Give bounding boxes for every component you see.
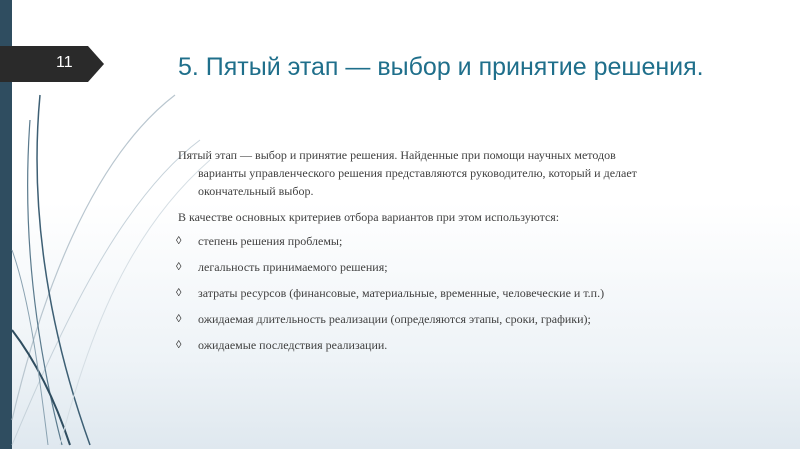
list-item: ◊ легальность принимаемого решения;	[176, 260, 388, 274]
intro-paragraph	[178, 146, 758, 200]
list-item: ◊ степень решения проблемы;	[176, 234, 343, 248]
slide-number: 11	[56, 54, 73, 71]
list-item: ◊ ожидаемые последствия реализации.	[176, 338, 388, 352]
criteria-intro: В качестве основных критериев отбора вариантов при этом используются:	[178, 210, 560, 224]
intro-line-2: варианты управленческого решения представляются руководителю, который и делает	[198, 166, 637, 180]
diamond-outline-icon: ◊	[176, 313, 182, 325]
list-item: ◊ ожидаемая длительность реализации (определяются этапы, сроки, графики);	[176, 312, 591, 326]
badge-shape	[0, 46, 104, 82]
intro-line-3: окончательный выбор.	[198, 184, 314, 198]
intro-line-1: Пятый этап — выбор и принятие решения. Найденные при помощи научных методов	[178, 148, 616, 162]
diamond-outline-icon: ◊	[176, 287, 182, 299]
slide-number-badge	[0, 46, 104, 82]
diamond-outline-icon: ◊	[176, 339, 182, 351]
slide-title: 5. Пятый этап — выбор и принятие решения.	[178, 53, 704, 81]
criteria-list	[178, 233, 758, 363]
slide-body	[178, 146, 758, 363]
diamond-outline-icon: ◊	[176, 235, 182, 247]
diamond-outline-icon: ◊	[176, 261, 182, 273]
list-item: ◊ затраты ресурсов (финансовые, материальные, временные, человеческие и т.п.)	[176, 286, 605, 300]
